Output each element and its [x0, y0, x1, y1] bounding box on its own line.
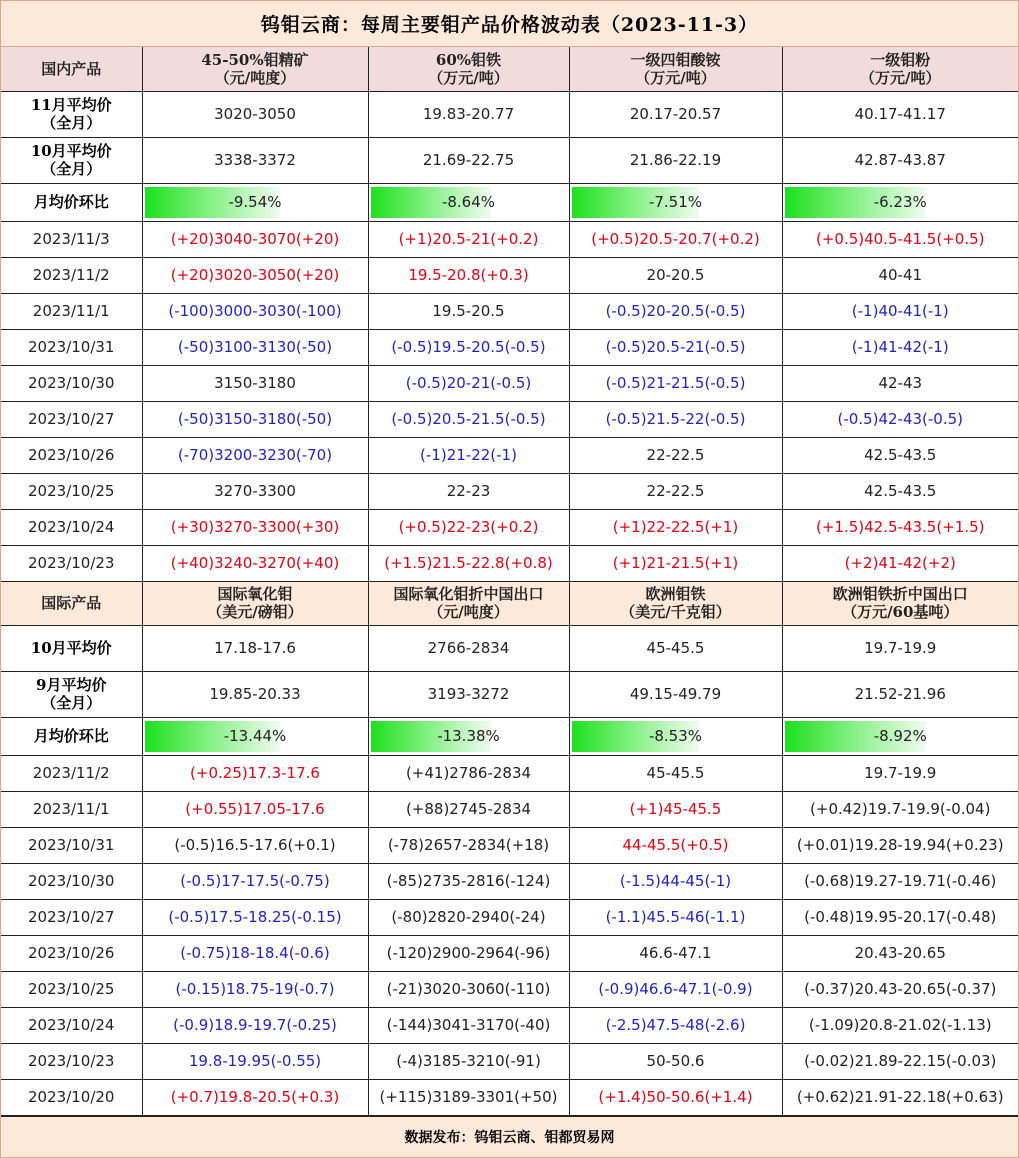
- column-name: 45-50%钼精矿: [201, 50, 309, 69]
- price-cell: 42-43: [782, 365, 1018, 401]
- row-label-main: 10月平均价: [30, 639, 112, 657]
- date-cell: 2023/10/23: [1, 545, 142, 581]
- daily-price-row: [1, 899, 1018, 935]
- price-cell: (+0.55)17.05-17.6: [142, 791, 368, 827]
- price-cell: (+1.5)21.5-22.8(+0.8): [368, 545, 569, 581]
- row-label-main: 10月平均价: [30, 142, 112, 160]
- row-label-main: 11月平均价: [30, 96, 112, 114]
- column-header: [569, 581, 782, 625]
- price-cell: (-21)3020-3060(-110): [368, 971, 569, 1007]
- column-name: 一级四钼酸铵: [630, 50, 721, 69]
- price-cell: (-0.5)20-20.5(-0.5): [569, 293, 782, 329]
- average-price-cell: 19.7-19.9: [782, 625, 1018, 671]
- date-cell: 2023/10/30: [1, 863, 142, 899]
- daily-price-row: [1, 473, 1018, 509]
- price-cell: 42.5-43.5: [782, 437, 1018, 473]
- price-cell: 42.5-43.5: [782, 473, 1018, 509]
- price-cell: (-0.9)46.6-47.1(-0.9): [569, 971, 782, 1007]
- daily-price-row: [1, 257, 1018, 293]
- price-cell: (+0.5)22-23(+0.2): [368, 509, 569, 545]
- average-price-cell: 21.52-21.96: [782, 671, 1018, 717]
- column-name: 国际氧化钼: [217, 585, 293, 603]
- column-unit: （万元/吨）: [428, 68, 509, 87]
- price-cell: 19.5-20.5: [368, 293, 569, 329]
- change-cell: [569, 717, 782, 755]
- date-cell: 2023/10/24: [1, 509, 142, 545]
- date-cell: 2023/10/25: [1, 971, 142, 1007]
- average-price-cell: 21.69-22.75: [368, 137, 569, 183]
- price-cell: (+2)41-42(+2): [782, 545, 1018, 581]
- daily-price-row: [1, 509, 1018, 545]
- price-cell: (-0.48)19.95-20.17(-0.48): [782, 899, 1018, 935]
- price-cell: (+88)2745-2834: [368, 791, 569, 827]
- price-cell: 22-23: [368, 473, 569, 509]
- price-cell: (-0.5)19.5-20.5(-0.5): [368, 329, 569, 365]
- daily-price-row: [1, 365, 1018, 401]
- daily-price-row: [1, 329, 1018, 365]
- change-value: -7.51%: [648, 193, 703, 211]
- price-cell: 22-22.5: [569, 437, 782, 473]
- change-value: -8.64%: [441, 193, 496, 211]
- column-unit: （元/吨度）: [428, 603, 509, 621]
- price-cell: (+1)20.5-21(+0.2): [368, 221, 569, 257]
- daily-price-row: [1, 1043, 1018, 1079]
- price-cell: (-0.9)18.9-19.7(-0.25): [142, 1007, 368, 1043]
- row-label-sub: （全月）: [41, 160, 102, 178]
- date-cell: 2023/11/2: [1, 755, 142, 791]
- date-cell: 2023/11/2: [1, 257, 142, 293]
- price-cell: (-1.5)44-45(-1): [569, 863, 782, 899]
- date-cell: 2023/11/1: [1, 791, 142, 827]
- price-cell: 45-45.5: [569, 755, 782, 791]
- average-price-cell: 45-45.5: [569, 625, 782, 671]
- price-cell: (-0.5)17.5-18.25(-0.15): [142, 899, 368, 935]
- price-cell: (-144)3041-3170(-40): [368, 1007, 569, 1043]
- date-cell: 2023/10/24: [1, 1007, 142, 1043]
- average-price-cell: 42.87-43.87: [782, 137, 1018, 183]
- change-cell: [368, 183, 569, 221]
- price-cell: (+30)3270-3300(+30): [142, 509, 368, 545]
- price-cell: (-0.68)19.27-19.71(-0.46): [782, 863, 1018, 899]
- column-name: 欧洲钼铁: [645, 585, 706, 603]
- change-value: -8.92%: [873, 727, 927, 745]
- daily-price-row: [1, 827, 1018, 863]
- daily-price-row: [1, 401, 1018, 437]
- average-price-cell: 49.15-49.79: [569, 671, 782, 717]
- average-price-cell: 21.86-22.19: [569, 137, 782, 183]
- daily-price-row: [1, 791, 1018, 827]
- price-cell: (-1)21-22(-1): [368, 437, 569, 473]
- date-cell: 2023/10/20: [1, 1079, 142, 1115]
- daily-price-row: [1, 293, 1018, 329]
- daily-price-row: [1, 935, 1018, 971]
- average-price-cell: 3020-3050: [142, 91, 368, 137]
- price-cell: (-0.15)18.75-19(-0.7): [142, 971, 368, 1007]
- monthly-change-row: [1, 717, 1018, 755]
- price-cell: 3270-3300: [142, 473, 368, 509]
- date-cell: 2023/10/25: [1, 473, 142, 509]
- column-header: [142, 47, 368, 91]
- average-price-row: [1, 137, 1018, 183]
- row-label-sub: （全月）: [41, 114, 102, 132]
- date-cell: 2023/10/31: [1, 329, 142, 365]
- column-header: [368, 47, 569, 91]
- daily-price-row: [1, 1007, 1018, 1043]
- price-cell: (+1)45-45.5: [569, 791, 782, 827]
- price-cell: (-50)3150-3180(-50): [142, 401, 368, 437]
- price-cell: (-1)41-42(-1): [782, 329, 1018, 365]
- price-cell: (+0.62)21.91-22.18(+0.63): [782, 1079, 1018, 1115]
- price-cell: 22-22.5: [569, 473, 782, 509]
- column-name: 60%钼铁: [435, 50, 502, 69]
- date-cell: 2023/11/1: [1, 293, 142, 329]
- average-price-row: [1, 625, 1018, 671]
- price-cell: 19.7-19.9: [782, 755, 1018, 791]
- page-title: 钨钼云商：每周主要钼产品价格波动表（2023-11-3）: [1, 1, 1018, 47]
- column-unit: （美元/磅钼）: [207, 603, 303, 621]
- daily-price-row: [1, 755, 1018, 791]
- row-label: [1, 91, 142, 137]
- price-cell: (-0.75)18-18.4(-0.6): [142, 935, 368, 971]
- row-label: [1, 671, 142, 717]
- section-label: 国际产品: [1, 581, 142, 625]
- date-cell: 2023/10/27: [1, 401, 142, 437]
- date-cell: 2023/11/3: [1, 221, 142, 257]
- average-price-cell: 3338-3372: [142, 137, 368, 183]
- price-cell: 20-20.5: [569, 257, 782, 293]
- date-cell: 2023/10/27: [1, 899, 142, 935]
- price-cell: (-85)2735-2816(-124): [368, 863, 569, 899]
- price-cell: (+20)3040-3070(+20): [142, 221, 368, 257]
- price-cell: (-0.5)16.5-17.6(+0.1): [142, 827, 368, 863]
- average-price-cell: 3193-3272: [368, 671, 569, 717]
- price-cell: 3150-3180: [142, 365, 368, 401]
- price-cell: (-0.5)20.5-21(-0.5): [569, 329, 782, 365]
- price-cell: (+20)3020-3050(+20): [142, 257, 368, 293]
- price-cell: 50-50.6: [569, 1043, 782, 1079]
- daily-price-row: [1, 221, 1018, 257]
- change-value: -8.53%: [648, 727, 703, 745]
- price-cell: (-80)2820-2940(-24): [368, 899, 569, 935]
- change-cell: [782, 183, 1018, 221]
- column-header: [569, 47, 782, 91]
- price-cell: (-0.5)21.5-22(-0.5): [569, 401, 782, 437]
- price-cell: (-50)3100-3130(-50): [142, 329, 368, 365]
- price-cell: (+0.5)40.5-41.5(+0.5): [782, 221, 1018, 257]
- section-label: 国内产品: [1, 47, 142, 91]
- price-cell: 20.43-20.65: [782, 935, 1018, 971]
- price-cell: (-0.5)21-21.5(-0.5): [569, 365, 782, 401]
- price-table-body: [1, 47, 1018, 1115]
- column-unit: （万元/60基吨）: [842, 603, 959, 621]
- average-price-row: [1, 671, 1018, 717]
- price-cell: (-0.5)42-43(-0.5): [782, 401, 1018, 437]
- price-cell: (-100)3000-3030(-100): [142, 293, 368, 329]
- daily-price-row: [1, 545, 1018, 581]
- price-cell: (-120)2900-2964(-96): [368, 935, 569, 971]
- price-cell: (+0.01)19.28-19.94(+0.23): [782, 827, 1018, 863]
- column-name: 国际氧化钼折中国出口: [393, 585, 544, 603]
- price-cell: (+1)22-22.5(+1): [569, 509, 782, 545]
- column-unit: （万元/吨）: [860, 68, 941, 87]
- monthly-change-row: [1, 183, 1018, 221]
- column-header: [782, 581, 1018, 625]
- price-cell: (-0.5)17-17.5(-0.75): [142, 863, 368, 899]
- price-cell: (+41)2786-2834: [368, 755, 569, 791]
- price-cell: (-0.5)20.5-21.5(-0.5): [368, 401, 569, 437]
- price-cell: (+1)21-21.5(+1): [569, 545, 782, 581]
- average-price-cell: 2766-2834: [368, 625, 569, 671]
- price-cell: 44-45.5(+0.5): [569, 827, 782, 863]
- price-cell: 46.6-47.1: [569, 935, 782, 971]
- date-cell: 2023/10/23: [1, 1043, 142, 1079]
- price-cell: (-78)2657-2834(+18): [368, 827, 569, 863]
- date-cell: 2023/10/26: [1, 437, 142, 473]
- average-price-cell: 19.85-20.33: [142, 671, 368, 717]
- row-label-sub: （全月）: [41, 694, 102, 712]
- international-header-row: [1, 581, 1018, 625]
- row-label: [1, 625, 142, 671]
- column-header: [782, 47, 1018, 91]
- column-header: [368, 581, 569, 625]
- price-cell: (+1.4)50-50.6(+1.4): [569, 1079, 782, 1115]
- column-unit: （万元/吨）: [635, 68, 716, 87]
- column-name: 欧洲钼铁折中国出口: [832, 585, 968, 603]
- column-unit: （美元/千克钼）: [620, 603, 731, 621]
- average-price-cell: 40.17-41.17: [782, 91, 1018, 137]
- row-label: 月均价环比: [1, 717, 142, 755]
- column-header: [142, 581, 368, 625]
- price-cell: (-4)3185-3210(-91): [368, 1043, 569, 1079]
- average-price-cell: 19.83-20.77: [368, 91, 569, 137]
- column-name: 一级钼粉: [870, 50, 931, 69]
- change-cell: [142, 183, 368, 221]
- price-cell: (+1.5)42.5-43.5(+1.5): [782, 509, 1018, 545]
- change-value: -9.54%: [228, 193, 282, 211]
- change-value: -13.38%: [437, 727, 500, 745]
- price-cell: (+0.25)17.3-17.6: [142, 755, 368, 791]
- price-cell: (-1)40-41(-1): [782, 293, 1018, 329]
- change-value: -6.23%: [873, 193, 927, 211]
- daily-price-row: [1, 1079, 1018, 1115]
- date-cell: 2023/10/30: [1, 365, 142, 401]
- change-value: -13.44%: [223, 727, 287, 745]
- price-cell: (-2.5)47.5-48(-2.6): [569, 1007, 782, 1043]
- row-label-main: 9月平均价: [36, 676, 107, 694]
- change-cell: [368, 717, 569, 755]
- price-cell: (+0.42)19.7-19.9(-0.04): [782, 791, 1018, 827]
- date-cell: 2023/10/26: [1, 935, 142, 971]
- daily-price-row: [1, 437, 1018, 473]
- price-cell: 40-41: [782, 257, 1018, 293]
- domestic-header-row: [1, 47, 1018, 91]
- price-cell: (-1.09)20.8-21.02(-1.13): [782, 1007, 1018, 1043]
- price-cell: (-0.37)20.43-20.65(-0.37): [782, 971, 1018, 1007]
- price-cell: (-1.1)45.5-46(-1.1): [569, 899, 782, 935]
- price-cell: (-0.02)21.89-22.15(-0.03): [782, 1043, 1018, 1079]
- price-cell: (-70)3200-3230(-70): [142, 437, 368, 473]
- change-cell: [782, 717, 1018, 755]
- price-cell: (+40)3240-3270(+40): [142, 545, 368, 581]
- row-label: [1, 137, 142, 183]
- average-price-cell: 20.17-20.57: [569, 91, 782, 137]
- average-price-cell: 17.18-17.6: [142, 625, 368, 671]
- date-cell: 2023/10/31: [1, 827, 142, 863]
- price-cell: (+0.7)19.8-20.5(+0.3): [142, 1079, 368, 1115]
- price-cell: (+0.5)20.5-20.7(+0.2): [569, 221, 782, 257]
- price-table: [1, 47, 1018, 1116]
- daily-price-row: [1, 971, 1018, 1007]
- daily-price-row: [1, 863, 1018, 899]
- price-cell: (-0.5)20-21(-0.5): [368, 365, 569, 401]
- price-cell: 19.5-20.8(+0.3): [368, 257, 569, 293]
- price-cell: (+115)3189-3301(+50): [368, 1079, 569, 1115]
- change-cell: [569, 183, 782, 221]
- row-label: 月均价环比: [1, 183, 142, 221]
- source-footer: 数据发布：钨钼云商、钼都贸易网: [1, 1116, 1018, 1157]
- price-cell: 19.8-19.95(-0.55): [142, 1043, 368, 1079]
- change-cell: [142, 717, 368, 755]
- average-price-row: [1, 91, 1018, 137]
- column-unit: （元/吨度）: [214, 68, 296, 87]
